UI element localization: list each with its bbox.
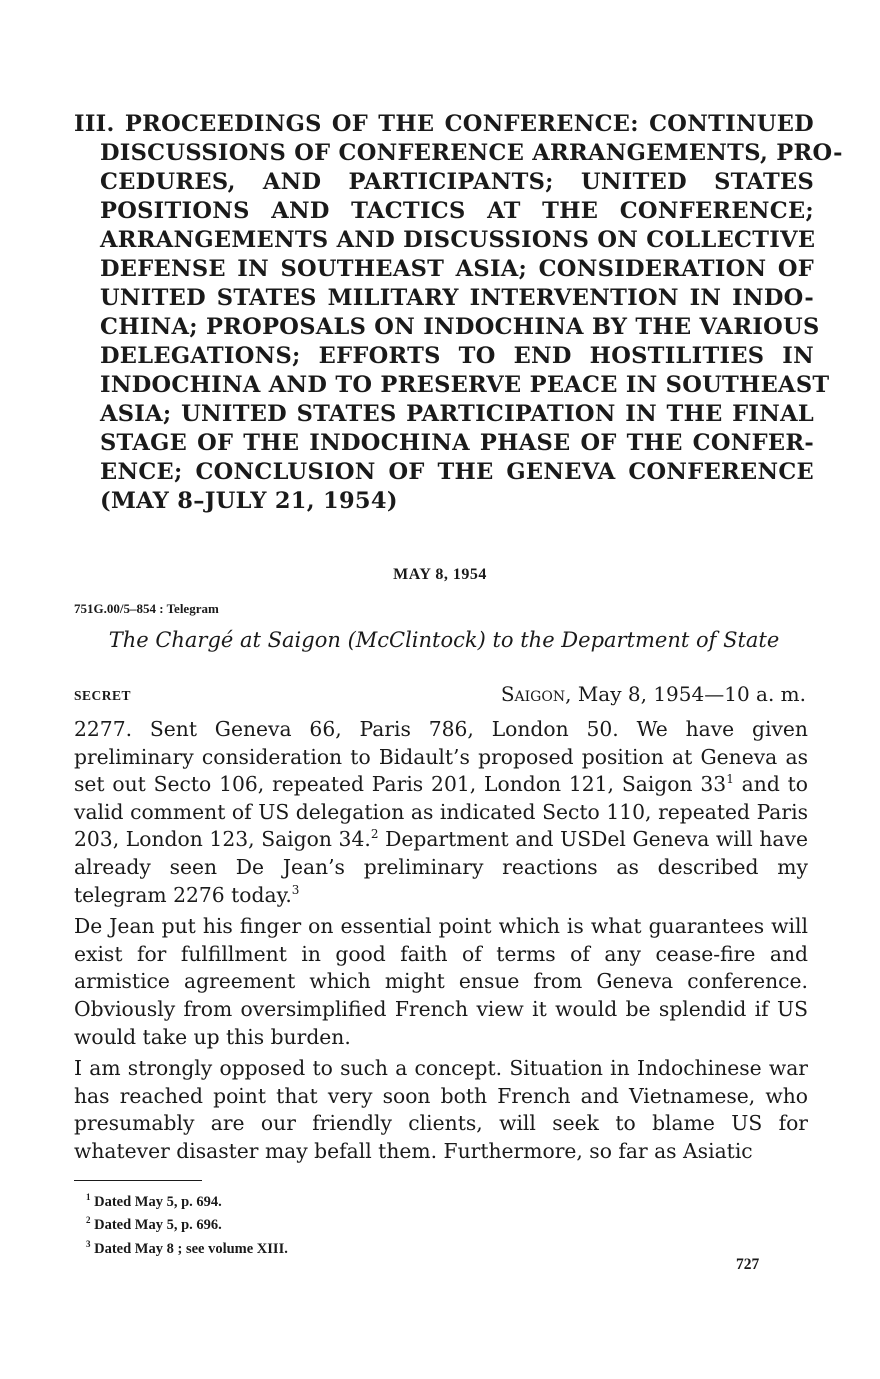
paragraph: De Jean put his finger on essential point which is what guarantees will exist for fulfillment in good faith of terms of any cease-fire and armistice agreement which might ensue from Geneva conference. Obviously from oversimplified French view it would be splendid if US would take up this burden. xyxy=(74,914,808,1049)
heading-line: POSITIONS AND TACTICS AT THE CONFERENCE; xyxy=(100,198,814,224)
heading-line: INDOCHINA AND TO PRESERVE PEACE IN SOUTHEAST xyxy=(100,372,830,398)
heading-line: UNITED STATES MILITARY INTERVENTION IN INDO- xyxy=(100,285,814,311)
footnote xyxy=(86,1211,288,1234)
heading-line: ARRANGEMENTS AND DISCUSSIONS ON COLLECTIVE xyxy=(100,227,816,253)
document-title: The Chargé at Saigon (McClintock) to the Department of State xyxy=(108,628,780,652)
heading-line: DELEGATIONS; EFFORTS TO END HOSTILITIES IN xyxy=(100,343,814,369)
page-number: 727 xyxy=(736,1256,760,1273)
heading-line: CEDURES, AND PARTICIPANTS; UNITED STATES xyxy=(100,169,814,195)
heading-line: DEFENSE IN SOUTHEAST ASIA; CONSIDERATION OF xyxy=(100,256,814,282)
footnote-text: Dated May 5, p. 696. xyxy=(94,1217,222,1234)
heading-line: STAGE OF THE INDOCHINA PHASE OF THE CONFER- xyxy=(100,430,814,456)
footnote-mark: 2 xyxy=(86,1215,91,1226)
classification-label: SECRET xyxy=(74,688,132,703)
footnote-ref: 1 xyxy=(726,772,734,787)
footnote-rule xyxy=(74,1180,202,1181)
footnote xyxy=(86,1235,288,1258)
dateline-date: May 8, 1954—10 a. m. xyxy=(571,682,806,706)
paragraph-text: and to valid comment of US delegation as indicated Secto 110, repeated Paris 203, London 123, Saigon 34. xyxy=(74,772,808,852)
heading-line: ASIA; UNITED STATES PARTICIPATION IN THE FINAL xyxy=(100,401,814,427)
footnote-mark: 1 xyxy=(86,1192,91,1202)
section-heading xyxy=(74,110,843,516)
footnote-text: Dated May 5, p. 694. xyxy=(94,1193,222,1210)
dateline-place: Saigon, xyxy=(500,682,572,706)
footnote-mark: 3 xyxy=(86,1238,91,1249)
heading-line: III. PROCEEDINGS OF THE CONFERENCE: CONTINUED xyxy=(74,111,814,137)
dateline xyxy=(501,682,806,706)
heading-line: (MAY 8–JULY 21, 1954) xyxy=(100,488,398,514)
heading-line: ENCE; CONCLUSION OF THE GENEVA CONFERENCE xyxy=(100,459,814,485)
footnote-ref: 3 xyxy=(291,882,300,897)
date-heading: MAY 8, 1954 xyxy=(393,566,487,583)
paragraph-text: 2277. Sent Geneva 66, Paris 786, London 50. We have given preliminary consideration to Bidault’s proposed position at Geneva as set out Secto 106, repeated Paris 201, London 121, Saigon 33 xyxy=(74,717,808,797)
paragraph-text: Department and USDel Geneva will have already seen De Jean’s preliminary reactions as described my telegram 2276 today. xyxy=(74,827,808,907)
heading-line: CHINA; PROPOSALS ON INDOCHINA BY THE VARIOUS xyxy=(100,314,820,340)
footnote-ref: 2 xyxy=(370,827,379,842)
footnote-text: Dated May 8 ; see volume XIII. xyxy=(94,1240,288,1257)
footnote xyxy=(86,1188,288,1211)
footnotes xyxy=(86,1188,288,1258)
file-reference: 751G.00/5–854 : Telegram xyxy=(74,601,219,616)
paragraph xyxy=(74,716,808,909)
heading-line: DISCUSSIONS OF CONFERENCE ARRANGEMENTS, PRO- xyxy=(100,140,843,166)
telegram-body xyxy=(74,716,808,1170)
paragraph: I am strongly opposed to such a concept. Situation in Indochinese war has reached point that very soon both French and Vietnamese, who presumably are our friendly clients, will seek to blame US for whatever disaster may befall them. Furthermore, so far as Asiatic xyxy=(74,1056,808,1163)
